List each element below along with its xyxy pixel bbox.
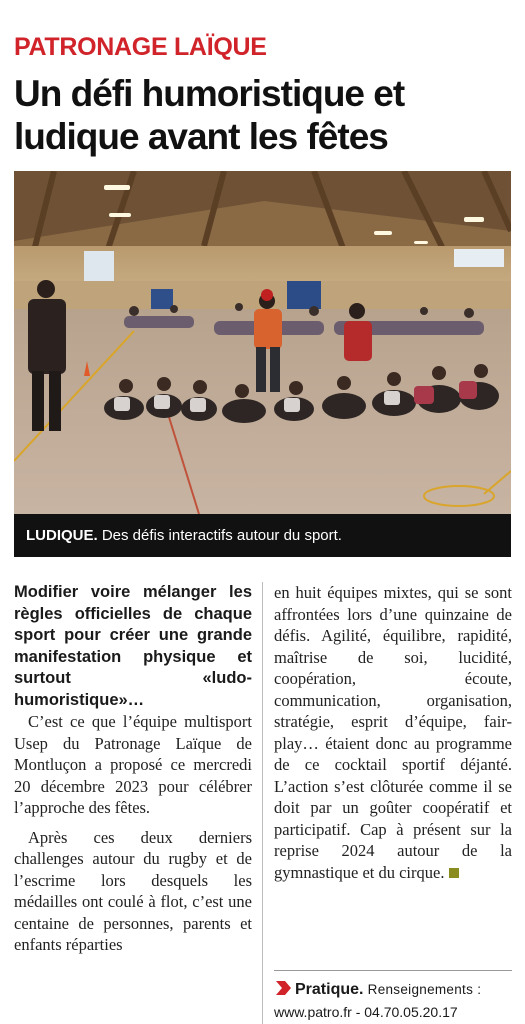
photo-caption xyxy=(14,514,511,557)
article-paragraph: Après ces deux derniers challenges autour du rugby et de l’escrime lors desquels les médailles ont coulé à flot, c’est une centaine de personnes, parents et enfants réparties xyxy=(14,827,252,954)
practical-box xyxy=(274,970,512,1022)
caption-lead: LUDIQUE. xyxy=(26,527,98,544)
article-rubric: PATRONAGE LAÏQUE xyxy=(14,33,267,61)
end-of-article-mark xyxy=(449,868,459,878)
article-lead: Modifier voire mélanger les règles officielles de chaque sport pour créer une grande manifestation physique et surtout «ludo-humoristique»… xyxy=(14,583,252,709)
practical-contact: www.patro.fr - 04.70.05.20.17 xyxy=(274,1004,458,1020)
article-headline: Un défi humoristique et ludique avant les fêtes xyxy=(14,73,405,157)
practical-text: Renseignements : xyxy=(367,982,482,997)
caption-text: Des défis interactifs autour du sport. xyxy=(101,527,342,544)
column-divider xyxy=(262,582,263,1024)
article-paragraph: C’est ce que l’équipe multisport Usep du Patronage Laïque de Montluçon a proposé ce mercredi 20 décembre 2023 pour célébrer l’approche des fêtes. xyxy=(14,712,252,817)
red-arrow-icon xyxy=(274,979,292,1003)
practical-title: Pratique. xyxy=(295,981,364,998)
column-right xyxy=(274,582,512,883)
paragraph-text: en huit équipes mixtes, qui se sont affrontées lors d’une quinzaine de défis. Agilité, équilibre, rapidité, maîtrise de soi, lucidité, coopération, écoute, communication, organisation, stratégie, esprit d’équipe, fair-play… étaient donc au programme de ce cocktail sportif déjanté. L’action s’est clôturée comme il se doit par un goûter coopératif et participatif. Cap à présent sur la reprise 2024 autour de la gymnastique et du cirque. xyxy=(274,583,512,882)
article-photo xyxy=(14,171,511,514)
article-paragraph xyxy=(274,582,512,883)
column-left xyxy=(14,582,252,956)
